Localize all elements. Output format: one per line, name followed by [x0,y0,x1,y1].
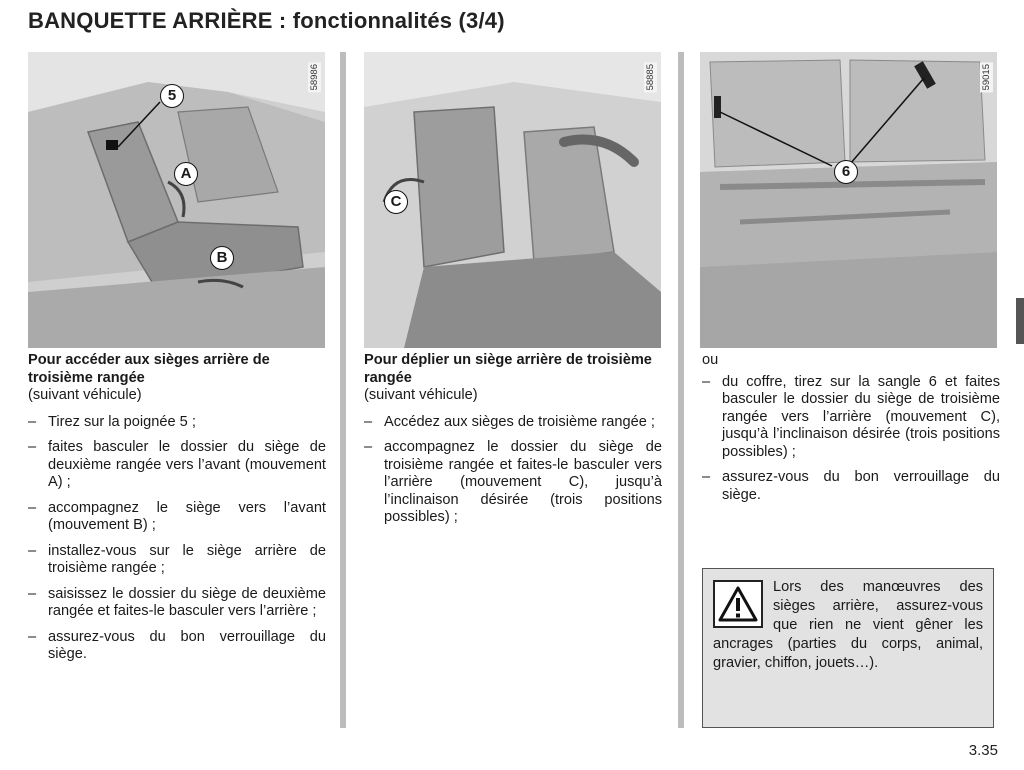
list-item-text: du coffre, tirez sur la sangle 6 et faites basculer le dossier du siège de troisième rangée vers l’arrière (mouvement C), jusqu’à l’inclinaison désirée (trois positions possibles) ; [722,373,1000,460]
list-dash: – [28,585,37,602]
warning-text: Lors des manœuvres des sièges arrière, assurez-vous que rien ne vient gêner les ancrages (parties du corps, animal, gravier, chiffon, jouets…). [713,579,983,671]
list-item [702,374,1000,462]
callout-a: A [174,162,198,186]
list-item-text: assurez-vous du bon verrouillage du siège. [48,628,326,662]
figure-third-row-unfold [364,52,661,348]
list-item-text: installez-vous sur le siège arrière de troisième rangée ; [48,542,326,576]
figure-second-row-seat-fold [28,52,325,348]
list-item-text: accompagnez le siège vers l’avant (mouvement B) ; [48,499,326,533]
instruction-list [28,414,326,664]
seat-unfold-illustration [364,52,661,348]
list-dash: – [28,628,37,645]
list-item-text: assurez-vous du bon verrouillage du siège. [722,469,1000,503]
warning-triangle-icon [713,580,763,628]
list-item [28,500,326,535]
column-divider [340,52,346,728]
figure-ref: 58986 [309,64,320,91]
section-subheading: (suivant véhicule) [364,387,478,403]
list-item [702,469,1000,504]
list-item-text: saisissez le dossier du siège de deuxième rangée et faites-le basculer vers l’arrière ; [48,585,326,619]
column-2 [364,352,662,535]
page-number: 3.35 [968,742,998,759]
section-subheading: (suivant véhicule) [28,387,142,403]
column-3 [702,352,1000,512]
callout-c: C [384,190,408,214]
list-dash: – [364,439,373,455]
section-heading: Pour accéder aux sièges arrière de troisième rangée [28,352,270,386]
figure-boot-strap [700,52,997,348]
page-title: BANQUETTE ARRIÈRE : fonctionnalités (3/4) [28,8,505,33]
list-dash: – [28,542,37,559]
figure-ref: 59015 [981,64,992,91]
list-dash: – [364,413,373,430]
list-item [28,414,326,432]
boot-strap-illustration [700,52,997,348]
list-dash: – [28,413,37,430]
callout-6: 6 [834,160,858,184]
list-item [28,439,326,492]
warning-box [702,568,994,728]
instruction-list [364,414,662,527]
list-item-text: faites basculer le dossier du siège de deuxième rangée vers l’avant (mouvement A) ; [48,439,326,490]
section-heading: Pour déplier un siège arrière de troisième rangée [364,352,652,386]
list-item [364,414,662,432]
list-item [28,586,326,621]
list-item [28,629,326,664]
list-item [364,439,662,527]
list-item-text: Tirez sur la poignée 5 ; [48,413,196,430]
column-divider [678,52,684,728]
list-dash: – [702,373,711,390]
callout-5: 5 [160,84,184,108]
list-item-text: accompagnez le dossier du siège de troisième rangée et faites-le basculer vers l’arrière (mouvement C), jusqu’à l’inclinaison désirée (trois positions possibles) ; [384,439,662,525]
side-tab-marker [1016,298,1024,344]
list-dash: – [28,499,37,516]
list-dash: – [702,469,711,485]
or-label: ou [702,352,719,368]
instruction-list [702,374,1000,505]
list-dash: – [28,439,37,455]
column-1 [28,352,326,672]
figure-ref: 58885 [645,64,656,91]
list-item [28,543,326,578]
callout-b: B [210,246,234,270]
list-item-text: Accédez aux sièges de troisième rangée ; [384,413,655,430]
